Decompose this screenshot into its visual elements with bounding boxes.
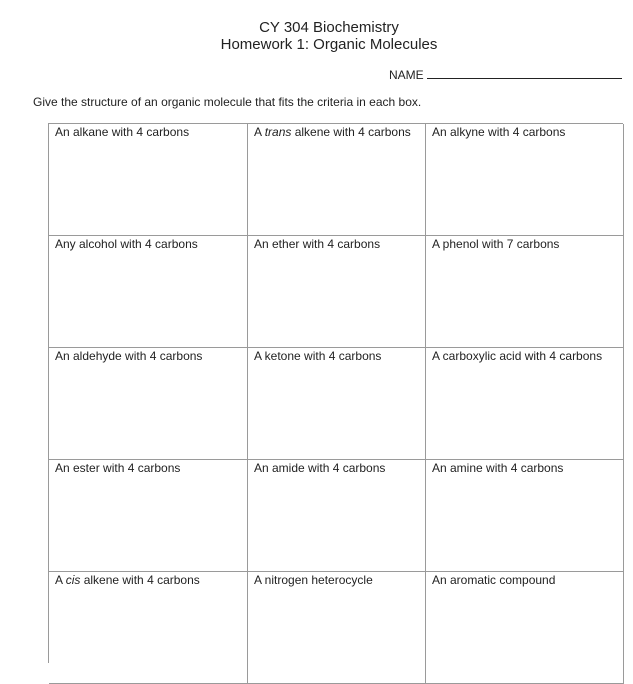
worksheet-cell[interactable]	[248, 460, 426, 572]
worksheet-cell[interactable]	[426, 460, 624, 572]
cell-prompt-suffix: alkene with 4 carbons	[80, 573, 200, 587]
cell-prompt: An alkyne with 4 carbons	[432, 125, 566, 139]
worksheet-cell[interactable]	[248, 124, 426, 236]
cell-prompt-suffix: alkene with 4 carbons	[291, 125, 411, 139]
cell-prompt-italic: trans	[264, 125, 292, 139]
cell-prompt: An amide with 4 carbons	[254, 461, 386, 475]
cell-prompt: An amine with 4 carbons	[432, 461, 564, 475]
worksheet-cell[interactable]	[49, 460, 248, 572]
name-field-row	[389, 66, 622, 82]
name-label: NAME	[389, 68, 424, 82]
worksheet-cell[interactable]	[248, 572, 426, 684]
cell-prompt: An alkane with 4 carbons	[55, 125, 190, 139]
worksheet-cell[interactable]	[426, 572, 624, 684]
worksheet-cell[interactable]	[49, 124, 248, 236]
worksheet-grid	[48, 123, 623, 663]
cell-prompt: An aromatic compound	[432, 573, 556, 587]
name-blank-line[interactable]	[427, 66, 622, 79]
cell-prompt: A	[254, 125, 265, 139]
assignment-title: Homework 1: Organic Molecules	[220, 36, 438, 53]
cell-prompt: A carboxylic acid with 4 carbons	[432, 349, 603, 363]
cell-prompt: Any alcohol with 4 carbons	[55, 237, 198, 251]
worksheet-cell[interactable]	[248, 236, 426, 348]
worksheet-cell[interactable]	[426, 348, 624, 460]
worksheet-cell[interactable]	[49, 236, 248, 348]
cell-prompt: A nitrogen heterocycle	[254, 573, 373, 587]
cell-prompt: An ether with 4 carbons	[254, 237, 381, 251]
worksheet-cell[interactable]	[49, 348, 248, 460]
instructions-text: Give the structure of an organic molecule that fits the criteria in each box.	[33, 95, 422, 109]
cell-prompt: A phenol with 7 carbons	[432, 237, 560, 251]
worksheet-cell[interactable]	[426, 124, 624, 236]
cell-prompt: An aldehyde with 4 carbons	[55, 349, 203, 363]
worksheet-cell[interactable]	[49, 572, 248, 684]
cell-prompt-italic: cis	[65, 573, 81, 587]
worksheet-cell[interactable]	[426, 236, 624, 348]
worksheet-cell[interactable]	[248, 348, 426, 460]
cell-prompt: A ketone with 4 carbons	[254, 349, 382, 363]
course-title: CY 304 Biochemistry	[259, 19, 399, 36]
cell-prompt: A	[55, 573, 66, 587]
cell-prompt: An ester with 4 carbons	[55, 461, 181, 475]
